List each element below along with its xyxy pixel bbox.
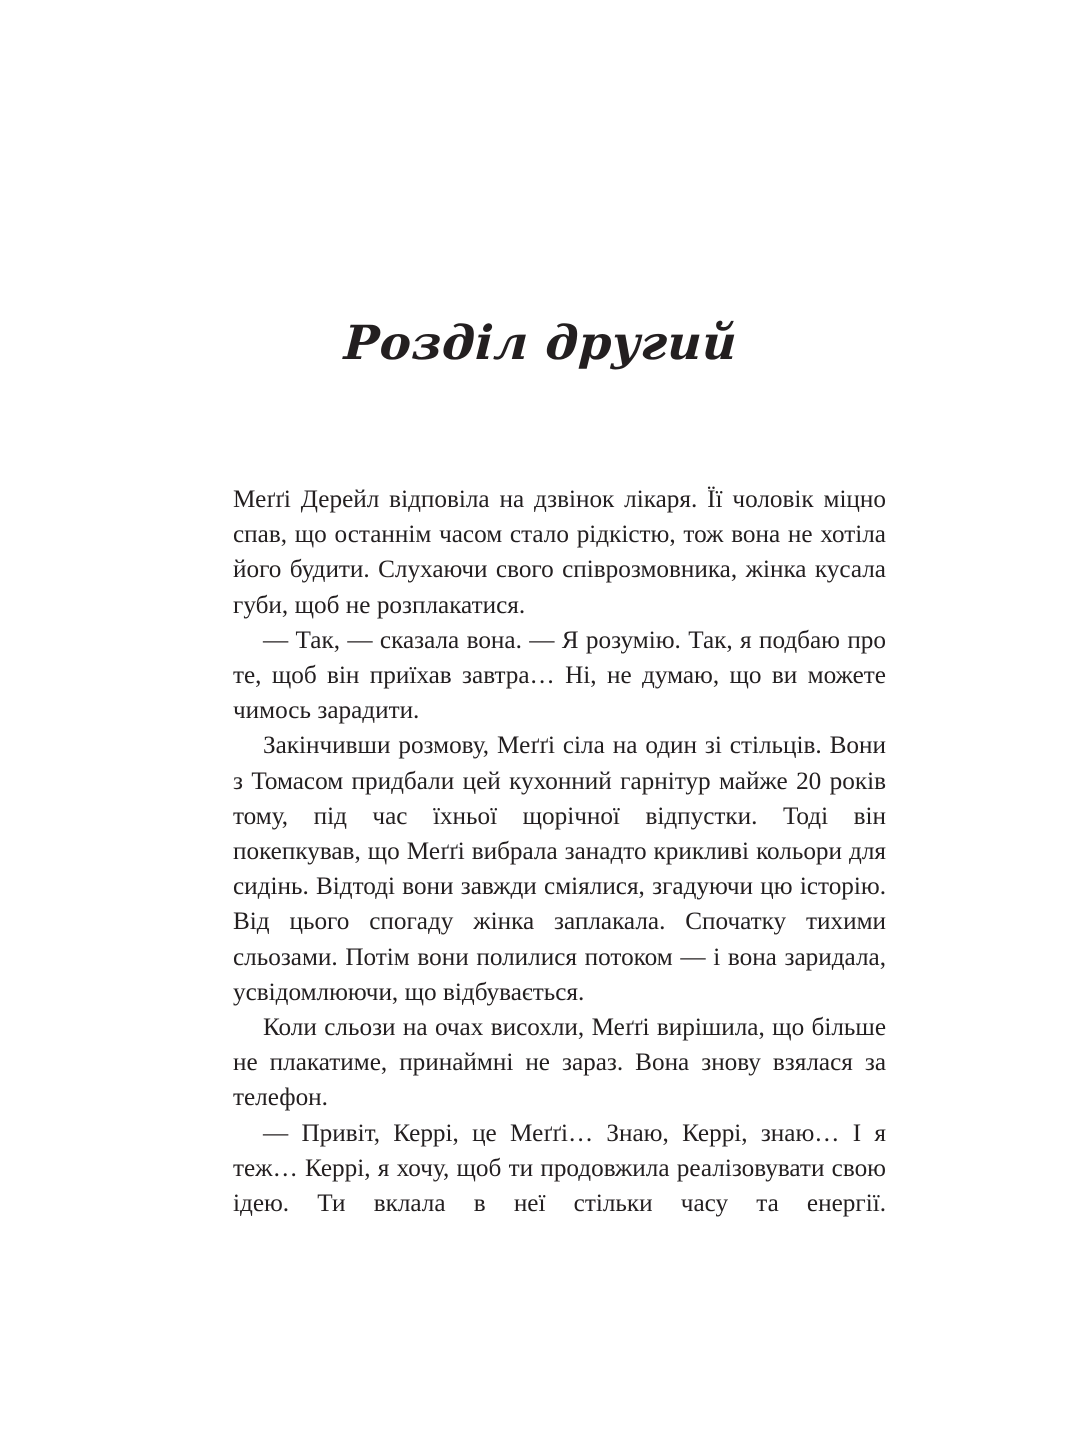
paragraph: Закінчивши розмову, Меґґі сіла на один зі стільців. Вони з Томасом придбали цей кухонний гарнітур майже 20 років тому, під час їхньої щорічної відпустки. Тоді він покепкував, що Меґґі вибрала занадто крикливі кольори для сидінь. Відтоді вони завжди сміялися, згадуючи цю історію. Від цього спогаду жінка заплакала. Спочатку тихими сльозами. Потім вони полилися потоком — і вона заридала, усвідомлюючи, що відбувається. [233, 732, 886, 1006]
paragraph: — Привіт, Керрі, це Меґґі… Знаю, Керрі, знаю… І я теж… Керрі, я хочу, щоб ти продовжила реалізовувати свою ідею. Ти вклала в неї стільки часу та енергії. [233, 1119, 886, 1218]
chapter-title: Розділ другий [342, 316, 738, 372]
chapter-title-container [0, 286, 1080, 403]
body-text-block [233, 482, 886, 1221]
paragraph: Коли сльози на очах висохли, Меґґі вирішила, що більше не плакатиме, принаймні не зараз. Вона знову взялася за телефон. [233, 1014, 886, 1112]
paragraph: Меґґі Дерейл відповіла на дзвінок лікаря. Її чоловік міцно спав, що останнім часом стало рідкістю, тож вона не хотіла його будити. Слухаючи свого співрозмовника, жінка кусала губи, щоб не розплакатися. [233, 486, 886, 619]
paragraph: — Так, — сказала вона. — Я розумію. Так, я подбаю про те, щоб він приїхав завтра… Ні, не думаю, що ви можете чимось зарадити. [233, 626, 886, 725]
